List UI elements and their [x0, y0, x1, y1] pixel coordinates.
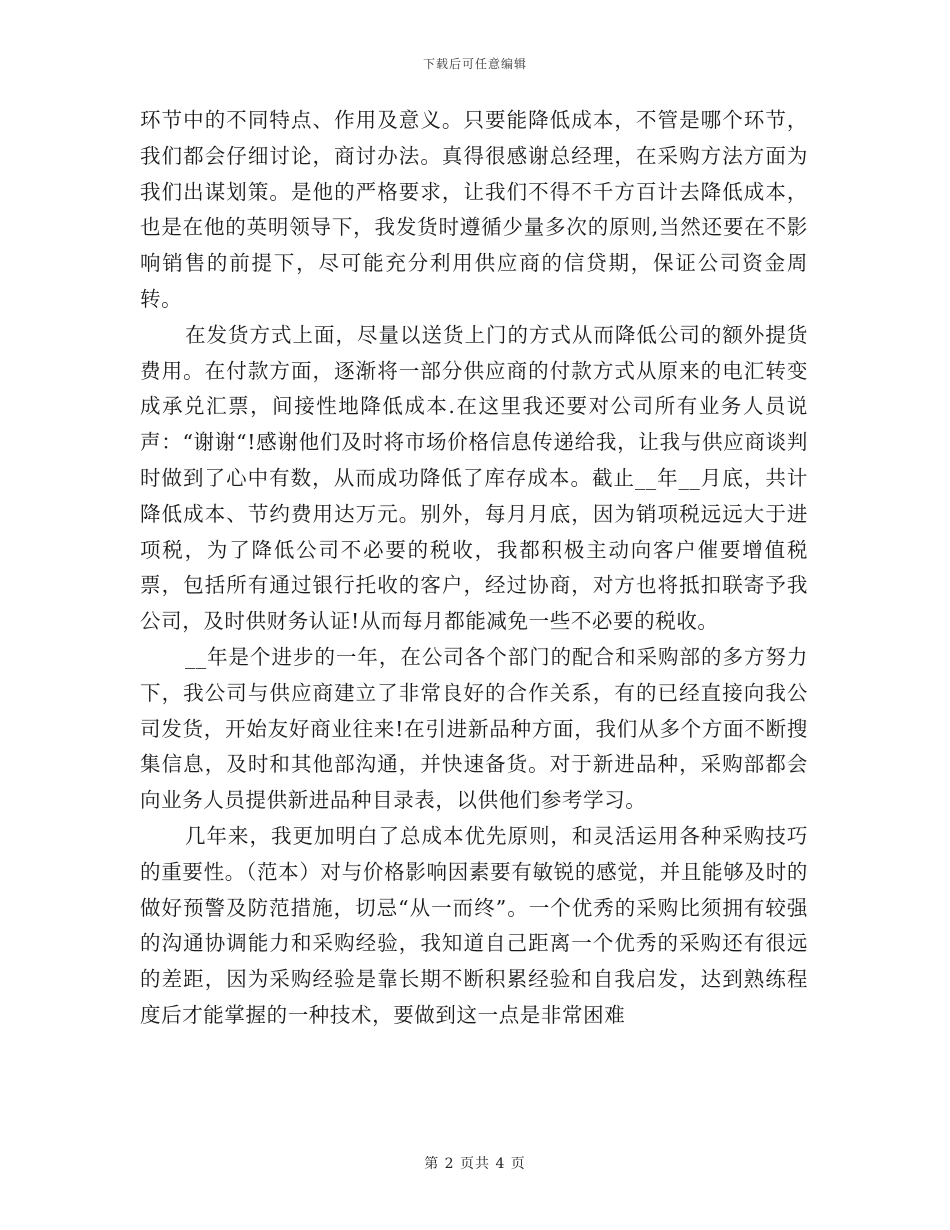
document-body [140, 103, 808, 1034]
page-header: 下载后可任意编辑 [422, 57, 527, 71]
page-number: 第 2 页共 4 页 [424, 1156, 526, 1172]
paragraph-1: 环节中的不同特点、作用及意义。只要能降低成本，不管是哪个环节，我们都会仔细讨论，商讨办法。真得很感谢总经理，在采购方法方面为我们出谋划策。是他的严格要求，让我们不得不千方百计去降低成本，也是在他的英明领导下，我发货时遵循少量多次的原则,当然还要在不影响销售的前提下，尽可能充分利用供应商的信贷期，保证公司资金周转。 [140, 108, 808, 311]
paragraph-4: 几年来，我更加明白了总成本优先原则，和灵活运用各种采购技巧的重要性。（范本）对与价格影响因素要有敏锐的感觉，并且能够及时的做好预警及防范措施，切忌“从一而终”。一个优秀的采购比须拥有较强的沟通协调能力和采购经验，我知道自己距离一个优秀的采购还有很远的差距，因为采购经验是靠长期不断积累经验和自我启发，达到熟练程度后才能掌握的一种技术，要做到这一点是非常困难 [140, 823, 808, 1027]
paragraph-2: 在发货方式上面，尽量以送货上门的方式从而降低公司的额外提货费用。在付款方面，逐渐将一部分供应商的付款方式从原来的电汇转变成承兑汇票，间接性地降低成本.在这里我还要对公司所有业务人员说声：“谢谢“!感谢他们及时将市场价格信息传递给我，让我与供应商谈判时做到了心中有数，从而成功降低了库存成本。截止__年__月底，共计降低成本、节约费用达万元。别外，每月月底，因为销项税远远大于进项税，为了降低公司不必要的税收，我都积极主动向客户催要增值税票，包括所有通过银行托收的客户，经过协商，对方也将抵扣联寄予我公司，及时供财务认证!从而每月都能减免一些不必要的税收。 [140, 322, 808, 634]
paragraph-3: __年是个进步的一年，在公司各个部门的配合和采购部的多方努力下，我公司与供应商建立了非常良好的合作关系，有的已经直接向我公司发货，开始友好商业往来!在引进新品种方面，我们从多个方面不断搜集信息，及时和其他部沟通，并快速备货。对于新进品种，采购部都会向业务人员提供新进品种目录表，以供他们参考学习。 [140, 644, 808, 813]
